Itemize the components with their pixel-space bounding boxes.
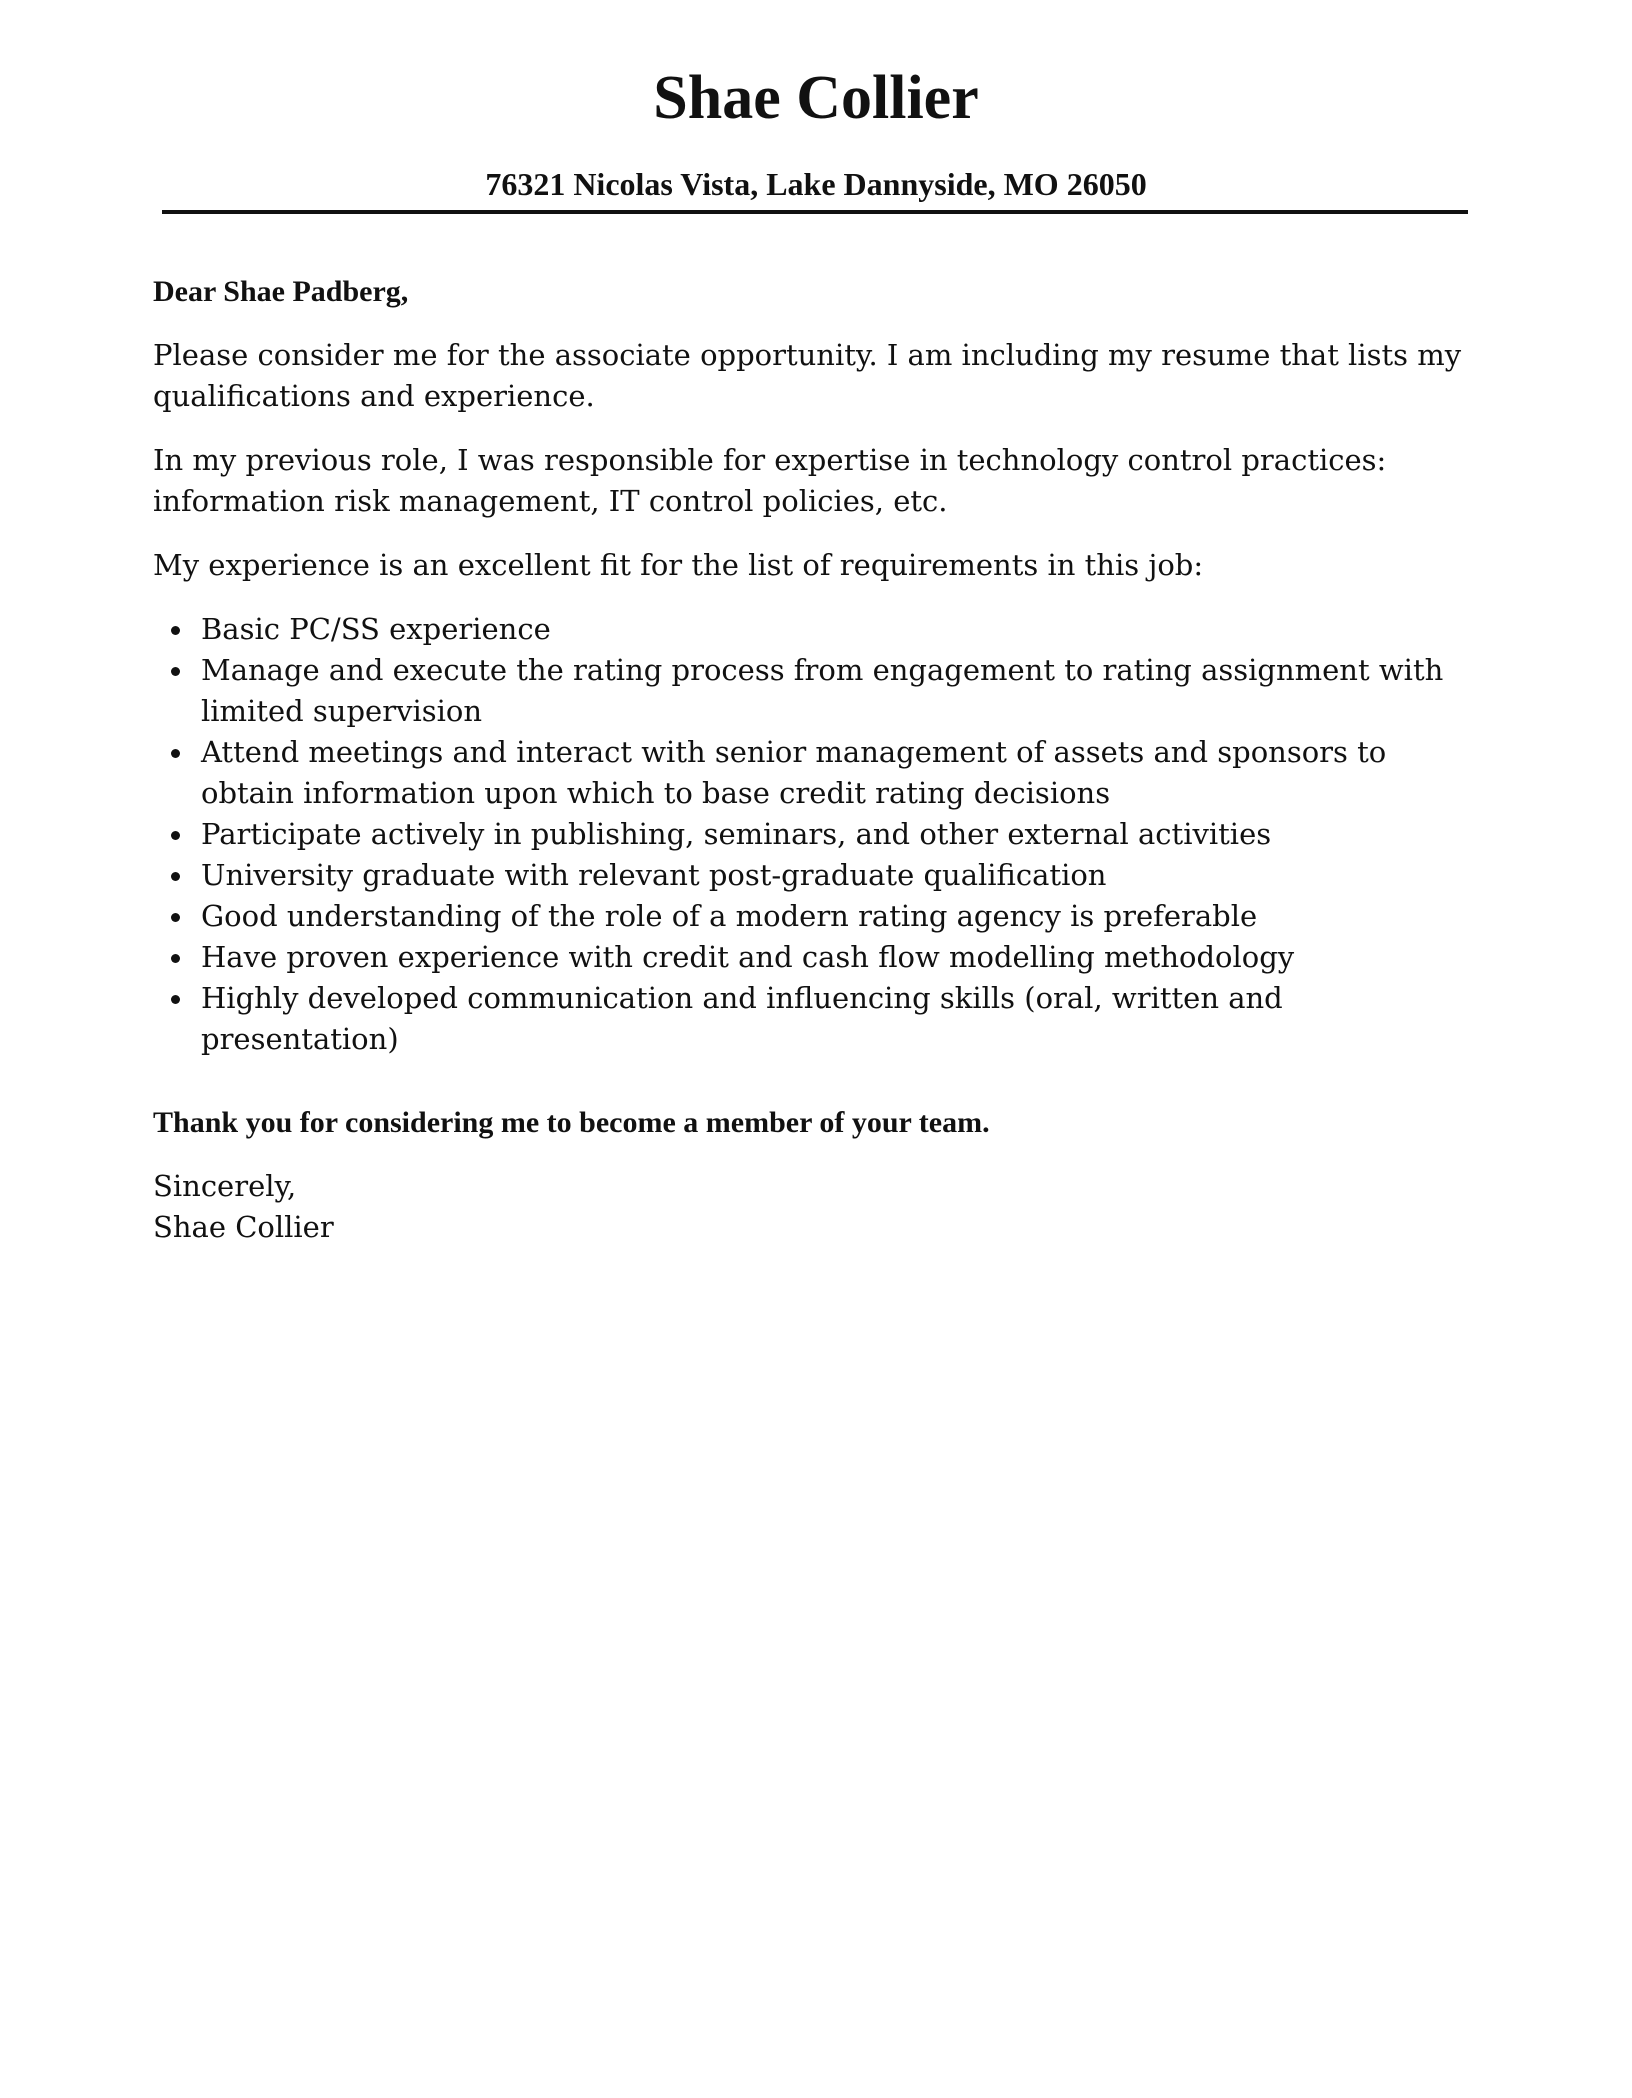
previous-role-paragraph: In my previous role, I was responsible for expertise in technology control practices: information risk management, IT control policies, etc.	[153, 443, 1387, 518]
list-item	[201, 896, 1473, 937]
list-item-text: Have proven experience with credit and cash flow modelling methodology	[201, 940, 1295, 974]
bullet-icon	[171, 749, 180, 758]
bullet-icon	[171, 954, 180, 963]
list-item	[201, 650, 1473, 732]
list-item-text: University graduate with relevant post-graduate qualification	[201, 858, 1107, 892]
list-item	[201, 814, 1473, 855]
bullet-icon	[171, 872, 180, 881]
list-item-text: Manage and execute the rating process from engagement to rating assignment with limited supervision	[201, 653, 1444, 728]
list-item	[201, 609, 1473, 650]
signature-name: Shae Collier	[153, 1210, 334, 1244]
applicant-address: 76321 Nicolas Vista, Lake Dannyside, MO 26050	[485, 166, 1147, 202]
bullet-icon	[171, 995, 180, 1004]
list-item	[201, 855, 1473, 896]
closing-statement: Thank you for considering me to become a member of your team.	[153, 1106, 990, 1139]
letter-greeting: Dear Shae Padberg,	[153, 275, 409, 308]
list-item	[201, 937, 1473, 978]
bullet-icon	[171, 831, 180, 840]
requirements-list	[153, 609, 1473, 1060]
requirements-intro-paragraph: My experience is an excellent fit for the list of requirements in this job:	[153, 548, 1204, 582]
list-item	[201, 978, 1473, 1060]
letter-body	[153, 272, 1473, 1248]
list-item-text: Participate actively in publishing, seminars, and other external activities	[201, 817, 1272, 851]
bullet-icon	[171, 913, 180, 922]
bullet-icon	[171, 667, 180, 676]
list-item-text: Basic PC/SS experience	[201, 612, 551, 646]
list-item	[201, 732, 1473, 814]
list-item-text: Highly developed communication and influencing skills (oral, written and presentation)	[201, 981, 1283, 1056]
list-item-text: Attend meetings and interact with senior management of assets and sponsors to obtain information upon which to base credit rating decisions	[201, 735, 1387, 810]
bullet-icon	[171, 626, 180, 635]
list-item-text: Good understanding of the role of a modern rating agency is preferable	[201, 899, 1258, 933]
applicant-name: Shae Collier	[653, 64, 979, 132]
header-divider	[162, 210, 1468, 214]
signoff-text: Sincerely,	[153, 1169, 297, 1203]
signoff	[153, 1166, 1473, 1248]
intro-paragraph: Please consider me for the associate opportunity. I am including my resume that lists my qualifications and experience.	[153, 338, 1462, 413]
